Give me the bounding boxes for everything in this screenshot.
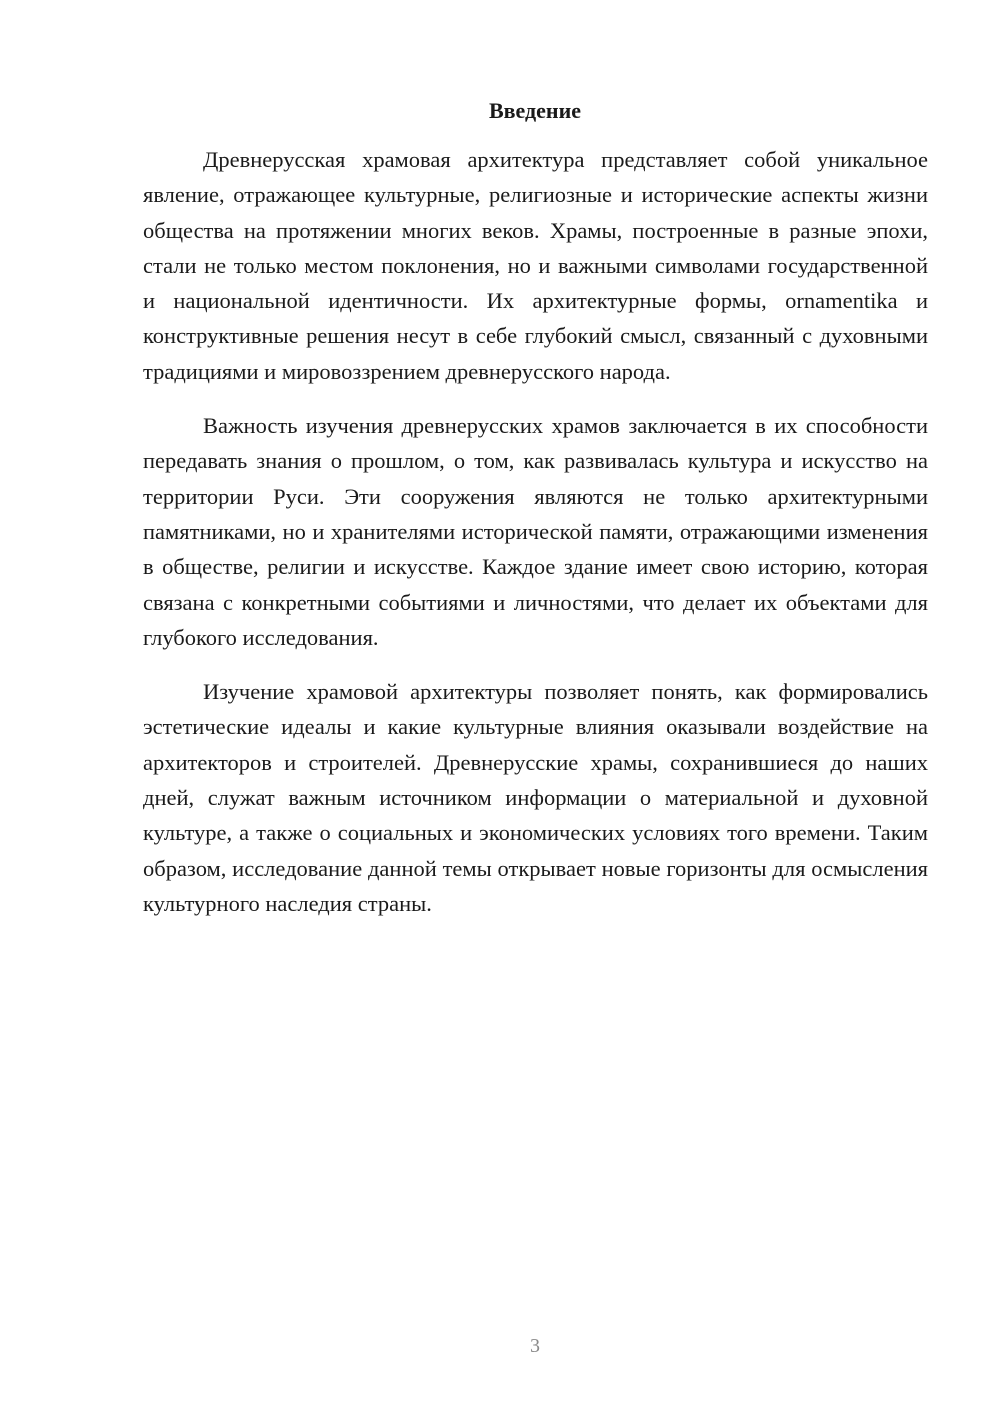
section-title: Введение <box>488 98 582 123</box>
page-number: 3 <box>530 1335 540 1357</box>
paragraph-3: Изучение храмовой архитектуры позволяет понять, как формировались эстетические идеалы и какие культурные влияния оказывали воздействие на архитекторов и строителей. Древнерусские храмы, сохранившиеся до наших дней, служат важным источником информации о материальной и духовной культуре, а также о социальных и экономических условиях того времени. Таким образом, исследование данной темы открывает новые горизонты для осмысления культурного наследия страны. <box>143 679 928 916</box>
paragraph-1: Древнерусская храмовая архитектура представляет собой уникальное явление, отражающее культурные, религиозные и исторические аспекты жизни общества на протяжении многих веков. Храмы, построенные в разные эпохи, стали не только местом поклонения, но и важными символами государственной и национальной идентичности. Их архитектурные формы, ornamentika и конструктивные решения несут в себе глубокий смысл, связанный с духовными традициями и мировоззрением древнерусского народа. <box>143 147 928 384</box>
document-body <box>143 142 928 940</box>
paragraph-2: Важность изучения древнерусских храмов заключается в их способности передавать знания о прошлом, о том, как развивалась культура и искусство на территории Руси. Эти сооружения являются не только архитектурными памятниками, но и хранителями исторической памяти, отражающими изменения в обществе, религии и искусстве. Каждое здание имеет свою историю, которая связана с конкретными событиями и личностями, что делает их объектами для глубокого исследования. <box>143 413 928 650</box>
